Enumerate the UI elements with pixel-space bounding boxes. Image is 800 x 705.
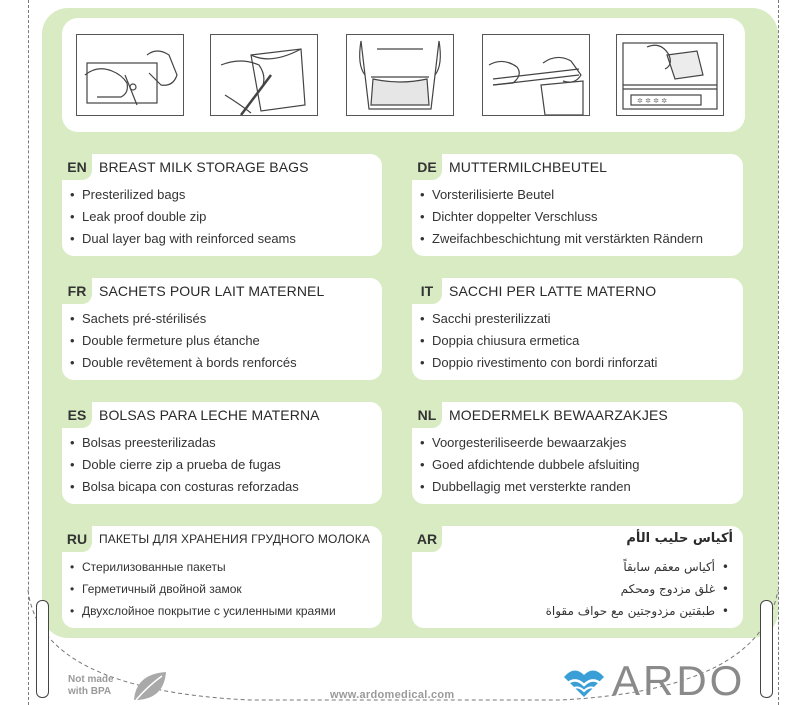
bpa-free-label [68, 674, 114, 698]
list-item [420, 228, 737, 250]
bullet: • [721, 560, 729, 574]
section-title: أكياس حليب الأم [626, 531, 733, 546]
section-title: ПАКЕТЫ ДЛЯ ХРАНЕНИЯ ГРУДНОГО МОЛОКА [99, 532, 370, 546]
language-code: AR [412, 526, 442, 552]
feature-text: Герметичный двойной замок [82, 582, 242, 596]
list-item [420, 184, 737, 206]
feature-text: Vorsterilisierte Beutel [432, 187, 555, 202]
bullet: • [70, 479, 75, 494]
language-code: DE [412, 154, 442, 180]
list-item [420, 454, 737, 476]
feature-text: Presterilized bags [82, 187, 186, 202]
hands-writing-on-bag-icon [210, 34, 318, 116]
bullet: • [420, 209, 425, 224]
language-code: IT [412, 278, 442, 304]
bullet: • [70, 560, 75, 574]
hanging-slot-right [760, 600, 773, 698]
feature-text: Bolsas preesterilizadas [82, 435, 216, 450]
list-item [70, 352, 376, 374]
feature-list [420, 308, 737, 374]
feature-text: Zweifachbeschichtung mit verstärkten Rändern [432, 231, 703, 246]
feature-text: Double revêtement à bords renforcés [82, 355, 297, 370]
section-title: BREAST MILK STORAGE BAGS [99, 159, 309, 175]
hanging-slot-left [36, 600, 49, 698]
section-title: SACCHI PER LATTE MATERNO [449, 283, 657, 299]
list-item [420, 330, 737, 352]
brand-name: ARDO [612, 657, 746, 704]
list-item [70, 432, 376, 454]
list-item [420, 352, 737, 374]
list-item [420, 308, 737, 330]
section-fr [62, 278, 382, 380]
section-title: SACHETS POUR LAIT MATERNEL [99, 283, 325, 299]
bullet: • [420, 333, 425, 348]
feature-text: طبقتين مزدوجتين مع حواف مقواة [545, 604, 715, 618]
language-code: FR [62, 278, 92, 304]
bullet: • [70, 231, 75, 246]
bullet: • [420, 479, 425, 494]
list-item [70, 228, 376, 250]
bullet: • [420, 231, 425, 246]
bullet: • [70, 333, 75, 348]
list-item [420, 476, 737, 498]
feature-text: Двухслойное покрытие с усиленными краями [82, 604, 336, 618]
feature-text: Goed afdichtende dubbele afsluiting [432, 457, 640, 472]
bullet: • [70, 311, 75, 326]
list-item [70, 454, 376, 476]
bag-in-freezer-icon [616, 34, 724, 116]
section-title: MUTTERMILCHBEUTEL [449, 159, 608, 175]
section-title: BOLSAS PARA LECHE MATERNA [99, 407, 320, 423]
bullet: • [70, 457, 75, 472]
section-title: MOEDERMELK BEWAARZAKJES [449, 407, 668, 423]
language-code: ES [62, 402, 92, 428]
feature-text: أكياس معقم سابقاً [623, 560, 715, 574]
feature-text: Dichter doppelter Verschluss [432, 209, 598, 224]
feature-text: Dubbellagig met versterkte randen [432, 479, 631, 494]
feature-text: Leak proof double zip [82, 209, 207, 224]
website-url: www.ardomedical.com [330, 689, 455, 701]
section-de [412, 154, 743, 256]
feature-text: Doppio rivestimento con bordi rinforzati [432, 355, 658, 370]
bpa-line-1: Not made [68, 674, 114, 685]
illustration-strip [62, 18, 745, 132]
hands-tearing-bag-icon [76, 34, 184, 116]
feature-text: Sachets pré-stérilisés [82, 311, 207, 326]
bullet: • [70, 209, 75, 224]
bullet: • [420, 311, 425, 326]
feature-text: Voorgesteriliseerde bewaarzakjes [432, 435, 627, 450]
bullet: • [420, 187, 425, 202]
bullet: • [70, 355, 75, 370]
bullet: • [70, 187, 75, 202]
bullet: • [420, 457, 425, 472]
bullet: • [420, 355, 425, 370]
section-es [62, 402, 382, 504]
ardo-logo-icon [560, 663, 608, 703]
bullet: • [420, 435, 425, 450]
list-item [70, 308, 376, 330]
feature-text: Dual layer bag with reinforced seams [82, 231, 296, 246]
feature-text: Bolsa bicapa con costuras reforzadas [82, 479, 299, 494]
section-en [62, 154, 382, 256]
bpa-line-2: with BPA [68, 686, 112, 697]
list-item [420, 206, 737, 228]
bullet: • [70, 582, 75, 596]
bullet: • [721, 582, 729, 596]
list-item [420, 432, 737, 454]
svg-text:✲ ✲ ✲ ✲: ✲ ✲ ✲ ✲ [637, 97, 668, 105]
list-item [70, 206, 376, 228]
bullet: • [721, 604, 729, 618]
bullet: • [70, 435, 75, 450]
feature-list [70, 308, 376, 374]
leaf-icon [130, 668, 170, 704]
feature-list [420, 432, 737, 498]
list-item [70, 476, 376, 498]
section-nl [412, 402, 743, 504]
list-item [70, 330, 376, 352]
section-it [412, 278, 743, 380]
language-code: EN [62, 154, 92, 180]
language-code: NL [412, 402, 442, 428]
feature-list [420, 184, 737, 250]
bullet: • [70, 604, 75, 618]
feature-text: Стерилизованные пакеты [82, 560, 226, 574]
hands-sealing-zip-icon [482, 34, 590, 116]
feature-text: Doble cierre zip a prueba de fugas [82, 457, 281, 472]
feature-text: Double fermeture plus étanche [82, 333, 260, 348]
feature-text: غلق مزدوج ومحكم [620, 582, 715, 596]
feature-list [70, 432, 376, 498]
list-item [70, 184, 376, 206]
feature-text: Doppia chiusura ermetica [432, 333, 580, 348]
feature-list [70, 184, 376, 250]
language-code: RU [62, 526, 92, 552]
feature-text: Sacchi presterilizzati [432, 311, 551, 326]
bag-filled-milk-icon [346, 34, 454, 116]
